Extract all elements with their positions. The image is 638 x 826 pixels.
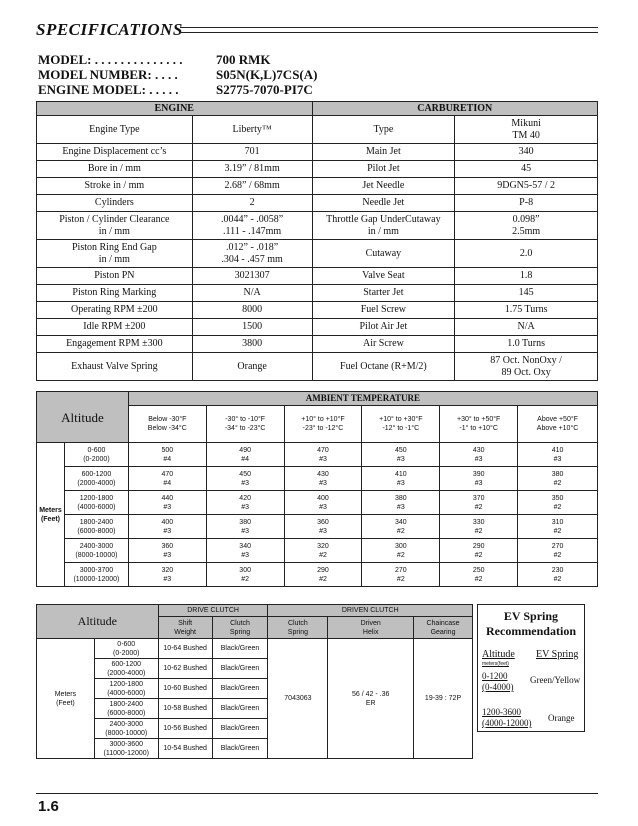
- spec-row: [37, 302, 598, 319]
- main-jet-needle-cell: 290 #2: [440, 539, 518, 563]
- engine-spec-label: Piston / Cylinder Clearance in / mm: [37, 212, 193, 240]
- altitude-range: 0-600 (0-2000): [64, 443, 128, 467]
- main-jet-needle-cell: 320 #2: [284, 539, 362, 563]
- model-number-label: MODEL NUMBER: . . . .: [38, 67, 178, 82]
- main-jet-needle-cell: 330 #2: [440, 515, 518, 539]
- chaincase-gearing-header: Chaincase Gearing: [414, 617, 473, 639]
- main-jet-needle-cell: 380 #3: [362, 491, 440, 515]
- carb-spec-label: Starter Jet: [312, 285, 455, 302]
- engine-spec-value: 2.68” / 68mm: [192, 178, 312, 195]
- altitude-range: 3000-3700 (10000-12000): [64, 563, 128, 587]
- drive-clutch-spring-value: Black/Green: [212, 699, 268, 719]
- main-jet-needle-cell: 470 #3: [284, 443, 362, 467]
- main-jet-needle-cell: 490 #4: [206, 443, 284, 467]
- ev-spring-label: EV Spring: [536, 649, 579, 660]
- carb-spec-value: 0.098” 2.5mm: [455, 212, 598, 240]
- main-jet-needle-cell: 430 #3: [284, 467, 362, 491]
- spec-row: [37, 212, 598, 240]
- altitude-unit-label: Meters (Feet): [37, 443, 65, 587]
- shift-weight-value: 10-54 Bushed: [158, 739, 212, 759]
- drive-clutch-spring-value: Black/Green: [212, 719, 268, 739]
- engine-spec-value: 2: [192, 195, 312, 212]
- ev-units-label: meters(feet): [482, 661, 509, 667]
- title-rule: [180, 27, 598, 33]
- shift-weight-value: 10-64 Bushed: [158, 639, 212, 659]
- engine-spec-value: N/A: [192, 285, 312, 302]
- altitude-range: 1200-1800 (4000-6000): [64, 491, 128, 515]
- spec-row: [37, 336, 598, 353]
- temperature-range-header: Below -30°F Below -34°C: [128, 406, 206, 443]
- carb-spec-value: 145: [455, 285, 598, 302]
- carb-spec-label: Throttle Gap UnderCutaway in / mm: [312, 212, 455, 240]
- altitude-jetting-table: [36, 391, 598, 587]
- altitude-range: 1800-2400 (6000-8000): [64, 515, 128, 539]
- clutch-altitude-range: 600-1200 (2000-4000): [94, 659, 158, 679]
- carb-spec-value: 45: [455, 161, 598, 178]
- carb-spec-value: 1.8: [455, 268, 598, 285]
- main-jet-needle-cell: 230 #2: [518, 563, 598, 587]
- main-jet-needle-cell: 440 #3: [128, 491, 206, 515]
- spec-row: [37, 240, 598, 268]
- spec-row: [37, 116, 598, 144]
- ev-low-altitude: 0-1200 (0-4000): [482, 671, 514, 692]
- main-jet-needle-cell: 410 #3: [518, 443, 598, 467]
- spec-row: [37, 268, 598, 285]
- ev-altitude-label: Altitude: [482, 649, 515, 660]
- main-jet-needle-cell: 420 #3: [206, 491, 284, 515]
- model-label: MODEL: . . . . . . . . . . . . . .: [38, 52, 183, 67]
- main-jet-needle-cell: 380 #3: [206, 515, 284, 539]
- carb-spec-value: 9DGN5-57 / 2: [455, 178, 598, 195]
- engine-spec-value: Liberty™: [192, 116, 312, 144]
- main-jet-needle-cell: 300 #2: [362, 539, 440, 563]
- clutch-altitude-range: 3000-3600 (11000-12000): [94, 739, 158, 759]
- engine-spec-value: .0044” - .0058” .111 - .147mm: [192, 212, 312, 240]
- main-jet-needle-cell: 400 #3: [128, 515, 206, 539]
- main-jet-needle-cell: 500 #4: [128, 443, 206, 467]
- engine-spec-label: Engagement RPM ±300: [37, 336, 193, 353]
- engine-spec-label: Cylinders: [37, 195, 193, 212]
- spec-row: [37, 195, 598, 212]
- engine-spec-value: 8000: [192, 302, 312, 319]
- main-jet-needle-cell: 370 #2: [440, 491, 518, 515]
- jetting-row: [37, 443, 598, 467]
- carb-spec-value: 1.75 Turns: [455, 302, 598, 319]
- drive-clutch-header: DRIVE CLUTCH: [158, 605, 268, 617]
- drive-clutch-spring-value: Black/Green: [212, 739, 268, 759]
- driven-clutch-spring-header: Clutch Spring: [268, 617, 328, 639]
- main-jet-needle-cell: 450 #3: [362, 443, 440, 467]
- carb-spec-value: N/A: [455, 319, 598, 336]
- drive-clutch-spring-value: Black/Green: [212, 639, 268, 659]
- carb-spec-label: Valve Seat: [312, 268, 455, 285]
- engine-spec-value: 3800: [192, 336, 312, 353]
- shift-weight-value: 10-60 Bushed: [158, 679, 212, 699]
- jetting-row: [37, 491, 598, 515]
- main-jet-needle-cell: 470 #4: [128, 467, 206, 491]
- engine-spec-value: 1500: [192, 319, 312, 336]
- carb-spec-label: Fuel Octane (R+M/2): [312, 353, 455, 381]
- model-number-value: S05N(K,L)7CS(A): [216, 67, 318, 82]
- temperature-range-header: +10° to +10°F -23° to -12°C: [284, 406, 362, 443]
- driven-helix-header: Driven Helix: [328, 617, 414, 639]
- model-value: 700 RMK: [216, 52, 271, 67]
- spec-row: [37, 285, 598, 302]
- engine-spec-label: Piston Ring Marking: [37, 285, 193, 302]
- jetting-row: [37, 563, 598, 587]
- carb-spec-label: Pilot Jet: [312, 161, 455, 178]
- clutch-altitude-range: 1200-1800 (4000-6000): [94, 679, 158, 699]
- page-number: 1.6: [38, 798, 59, 815]
- clutch-altitude-range: 0-600 (0-2000): [94, 639, 158, 659]
- shift-weight-header: Shift Weight: [158, 617, 212, 639]
- ev-spring-title: EV Spring Recommendation: [486, 609, 576, 638]
- altitude-header: Altitude: [37, 392, 129, 443]
- main-jet-needle-cell: 310 #2: [518, 515, 598, 539]
- temperature-range-header: -30° to -10°F -34° to -23°C: [206, 406, 284, 443]
- spec-row: [37, 353, 598, 381]
- altitude-range: 2400-3000 (8000-10000): [64, 539, 128, 563]
- engine-spec-label: Engine Type: [37, 116, 193, 144]
- ev-spring-box: [477, 604, 585, 732]
- clutch-altitude-range: 1800-2400 (6000-8000): [94, 699, 158, 719]
- shift-weight-value: 10-56 Bushed: [158, 719, 212, 739]
- engine-spec-label: Engine Displacement cc’s: [37, 144, 193, 161]
- carb-spec-label: Fuel Screw: [312, 302, 455, 319]
- main-jet-needle-cell: 340 #2: [362, 515, 440, 539]
- engine-spec-value: .012” - .018” .304 - .457 mm: [192, 240, 312, 268]
- main-jet-needle-cell: 300 #2: [206, 563, 284, 587]
- ev-low-spring: Green/Yellow: [530, 675, 581, 685]
- driven-clutch-spring-value: 7043063: [268, 639, 328, 759]
- main-jet-needle-cell: 290 #2: [284, 563, 362, 587]
- carb-spec-label: Pilot Air Jet: [312, 319, 455, 336]
- engine-spec-label: Piston Ring End Gap in / mm: [37, 240, 193, 268]
- main-jet-needle-cell: 360 #3: [128, 539, 206, 563]
- main-jet-needle-cell: 430 #3: [440, 443, 518, 467]
- shift-weight-value: 10-62 Bushed: [158, 659, 212, 679]
- carburetion-section-header: CARBURETION: [312, 102, 598, 116]
- engine-spec-label: Operating RPM ±200: [37, 302, 193, 319]
- altitude-range: 600-1200 (2000-4000): [64, 467, 128, 491]
- carb-spec-value: 1.0 Turns: [455, 336, 598, 353]
- carb-spec-value: 2.0: [455, 240, 598, 268]
- drive-clutch-spring-header: Clutch Spring: [212, 617, 268, 639]
- driven-helix-value: 56 / 42 - .36 ER: [328, 639, 414, 759]
- page-title: SPECIFICATIONS: [36, 20, 183, 39]
- engine-spec-label: Piston PN: [37, 268, 193, 285]
- ev-high-spring: Orange: [548, 713, 575, 723]
- driven-clutch-header: DRIVEN CLUTCH: [268, 605, 473, 617]
- main-jet-needle-cell: 450 #3: [206, 467, 284, 491]
- carb-spec-label: Jet Needle: [312, 178, 455, 195]
- main-jet-needle-cell: 270 #2: [518, 539, 598, 563]
- jetting-row: [37, 515, 598, 539]
- main-jet-needle-cell: 400 #3: [284, 491, 362, 515]
- ambient-temperature-header: AMBIENT TEMPERATURE: [128, 392, 597, 406]
- carb-spec-label: Air Screw: [312, 336, 455, 353]
- engine-model-value: S2775-7070-PI7C: [216, 82, 313, 97]
- carb-spec-value: P-8: [455, 195, 598, 212]
- engine-spec-value: 3.19” / 81mm: [192, 161, 312, 178]
- temperature-range-header: +10° to +30°F -12° to -1°C: [362, 406, 440, 443]
- jetting-row: [37, 539, 598, 563]
- temperature-range-header: +30° to +50°F -1° to +10°C: [440, 406, 518, 443]
- carb-spec-value: Mikuni TM 40: [455, 116, 598, 144]
- clutch-altitude-header: Altitude: [37, 605, 159, 639]
- chaincase-gearing-value: 19-39 : 72P: [414, 639, 473, 759]
- footer-rule: [36, 793, 598, 794]
- main-jet-needle-cell: 340 #3: [206, 539, 284, 563]
- engine-spec-value: 701: [192, 144, 312, 161]
- main-jet-needle-cell: 380 #2: [518, 467, 598, 491]
- clutch-altitude-range: 2400-3000 (8000-10000): [94, 719, 158, 739]
- main-jet-needle-cell: 410 #3: [362, 467, 440, 491]
- engine-spec-label: Bore in / mm: [37, 161, 193, 178]
- carb-spec-label: Type: [312, 116, 455, 144]
- engine-model-label: ENGINE MODEL: . . . . .: [38, 82, 179, 97]
- clutch-row: [37, 639, 473, 659]
- drive-clutch-spring-value: Black/Green: [212, 679, 268, 699]
- clutch-table: [36, 604, 473, 759]
- engine-spec-label: Idle RPM ±200: [37, 319, 193, 336]
- main-jet-needle-cell: 250 #2: [440, 563, 518, 587]
- main-jet-needle-cell: 360 #3: [284, 515, 362, 539]
- ev-high-altitude: 1200-3600 (4000-12000): [482, 707, 532, 728]
- carb-spec-label: Cutaway: [312, 240, 455, 268]
- engine-spec-value: 3021307: [192, 268, 312, 285]
- specifications-table: [36, 101, 598, 381]
- engine-section-header: ENGINE: [37, 102, 313, 116]
- engine-spec-label: Stroke in / mm: [37, 178, 193, 195]
- clutch-altitude-unit-label: Meters (Feet): [37, 639, 95, 759]
- carb-spec-label: Main Jet: [312, 144, 455, 161]
- carb-spec-label: Needle Jet: [312, 195, 455, 212]
- main-jet-needle-cell: 390 #3: [440, 467, 518, 491]
- spec-row: [37, 144, 598, 161]
- drive-clutch-spring-value: Black/Green: [212, 659, 268, 679]
- jetting-row: [37, 467, 598, 491]
- main-jet-needle-cell: 350 #2: [518, 491, 598, 515]
- spec-row: [37, 178, 598, 195]
- carb-spec-value: 340: [455, 144, 598, 161]
- shift-weight-value: 10-58 Bushed: [158, 699, 212, 719]
- carb-spec-value: 87 Oct. NonOxy / 89 Oct. Oxy: [455, 353, 598, 381]
- engine-spec-label: Exhaust Valve Spring: [37, 353, 193, 381]
- main-jet-needle-cell: 270 #2: [362, 563, 440, 587]
- spec-row: [37, 161, 598, 178]
- main-jet-needle-cell: 320 #3: [128, 563, 206, 587]
- spec-row: [37, 319, 598, 336]
- engine-spec-value: Orange: [192, 353, 312, 381]
- temperature-range-header: Above +50°F Above +10°C: [518, 406, 598, 443]
